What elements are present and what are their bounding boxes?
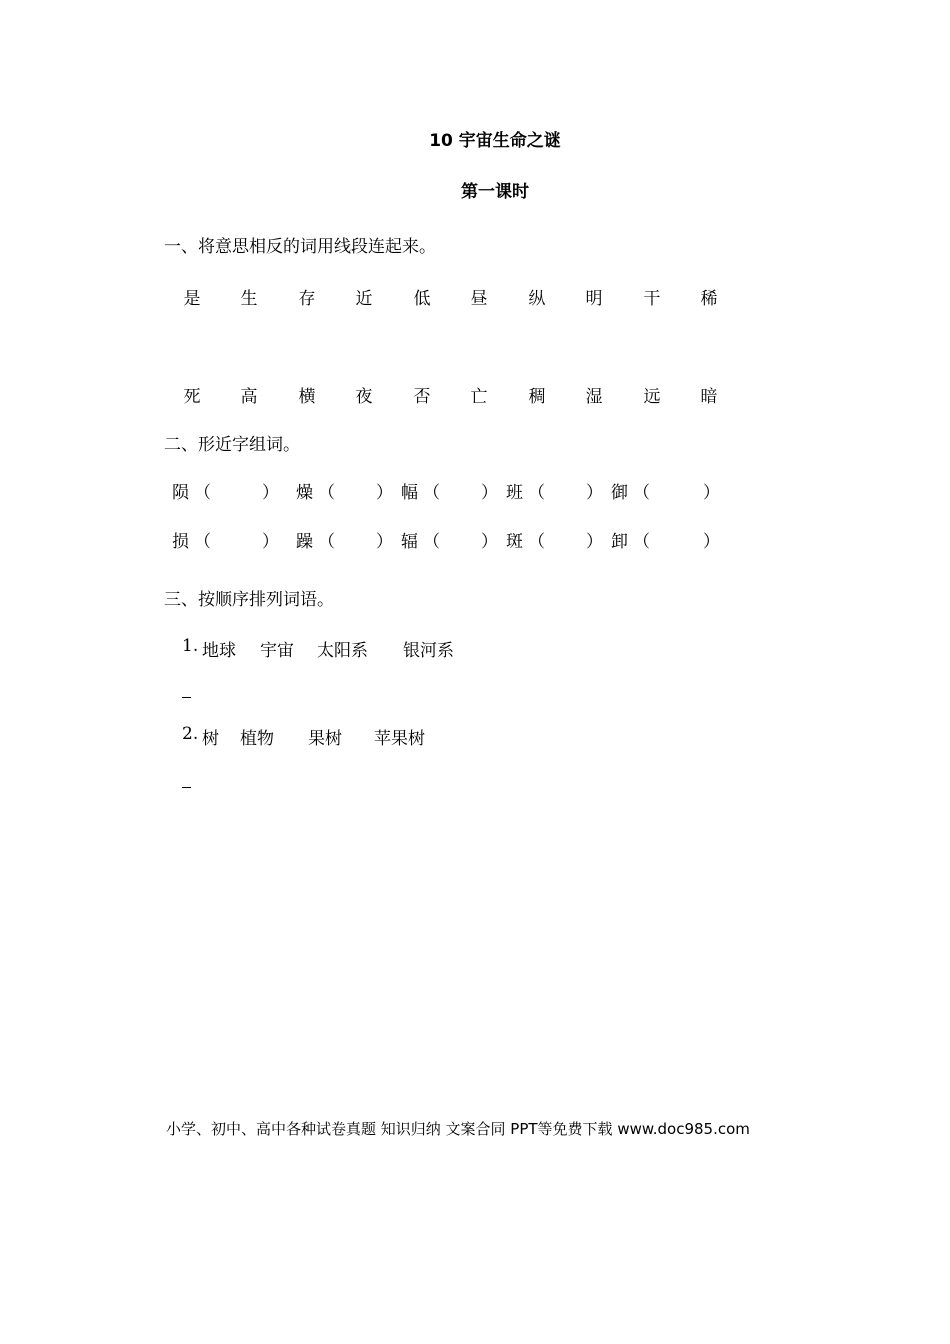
antonym-bottom-char: 横 [298,387,316,407]
question-word: 银河系 [403,641,454,661]
open-paren: （ [528,532,545,552]
antonym-bottom-char: 稠 [528,387,546,407]
antonym-bottom-char: 湿 [585,387,603,407]
page-subtitle: 第一课时 [461,182,529,202]
open-paren: （ [633,483,650,503]
answer-blank[interactable] [182,697,191,698]
question-word: 树 [202,729,219,749]
page-title: 10 宇宙生命之谜 [429,131,561,151]
section-1-heading: 一、将意思相反的词用线段连起来。 [164,237,436,257]
open-paren: （ [528,483,545,503]
similar-char: 燥 [296,483,313,503]
section-2-heading: 二、形近字组词。 [164,435,300,455]
question-word: 宇宙 [260,641,294,661]
open-paren: （ [423,532,440,552]
similar-char: 陨 [172,483,189,503]
close-paren: ） [262,532,279,552]
similar-char: 班 [506,483,523,503]
question-word: 苹果树 [374,729,425,749]
antonym-bottom-char: 远 [643,387,661,407]
antonym-top-char: 近 [355,289,373,309]
question-number: 1. [182,636,199,656]
close-paren: ） [586,483,603,503]
antonym-bottom-char: 否 [413,387,431,407]
answer-blank[interactable] [182,787,191,788]
antonym-top-char: 生 [240,289,258,309]
similar-char: 御 [611,483,628,503]
open-paren: （ [423,483,440,503]
antonym-top-char: 纵 [528,289,546,309]
similar-char: 幅 [401,483,418,503]
close-paren: ） [703,532,720,552]
similar-char: 损 [172,532,189,552]
close-paren: ） [376,532,393,552]
close-paren: ） [262,483,279,503]
close-paren: ） [586,532,603,552]
open-paren: （ [194,483,211,503]
similar-char: 斑 [506,532,523,552]
open-paren: （ [318,483,335,503]
question-word: 果树 [308,729,342,749]
antonym-top-char: 是 [183,289,201,309]
close-paren: ） [481,532,498,552]
footer-text: 小学、初中、高中各种试卷真题 知识归纳 文案合同 PPT等免费下载 www.doc985.com [166,1120,750,1138]
close-paren: ） [376,483,393,503]
open-paren: （ [318,532,335,552]
question-word: 植物 [240,729,274,749]
antonym-bottom-char: 亡 [470,387,488,407]
antonym-bottom-char: 高 [240,387,258,407]
antonym-bottom-char: 暗 [700,387,718,407]
open-paren: （ [633,532,650,552]
close-paren: ） [481,483,498,503]
question-word: 太阳系 [317,641,368,661]
section-3-heading: 三、按顺序排列词语。 [164,590,334,610]
antonym-top-char: 昼 [470,289,488,309]
antonym-top-char: 稀 [700,289,718,309]
antonym-bottom-char: 死 [183,387,201,407]
question-number: 2. [182,724,199,744]
antonym-top-char: 明 [585,289,603,309]
similar-char: 躁 [296,532,313,552]
similar-char: 卸 [611,532,628,552]
similar-char: 辐 [401,532,418,552]
antonym-top-char: 低 [413,289,431,309]
antonym-bottom-char: 夜 [355,387,373,407]
antonym-top-char: 存 [298,289,316,309]
open-paren: （ [194,532,211,552]
question-word: 地球 [202,641,236,661]
close-paren: ） [703,483,720,503]
antonym-top-char: 干 [643,289,661,309]
